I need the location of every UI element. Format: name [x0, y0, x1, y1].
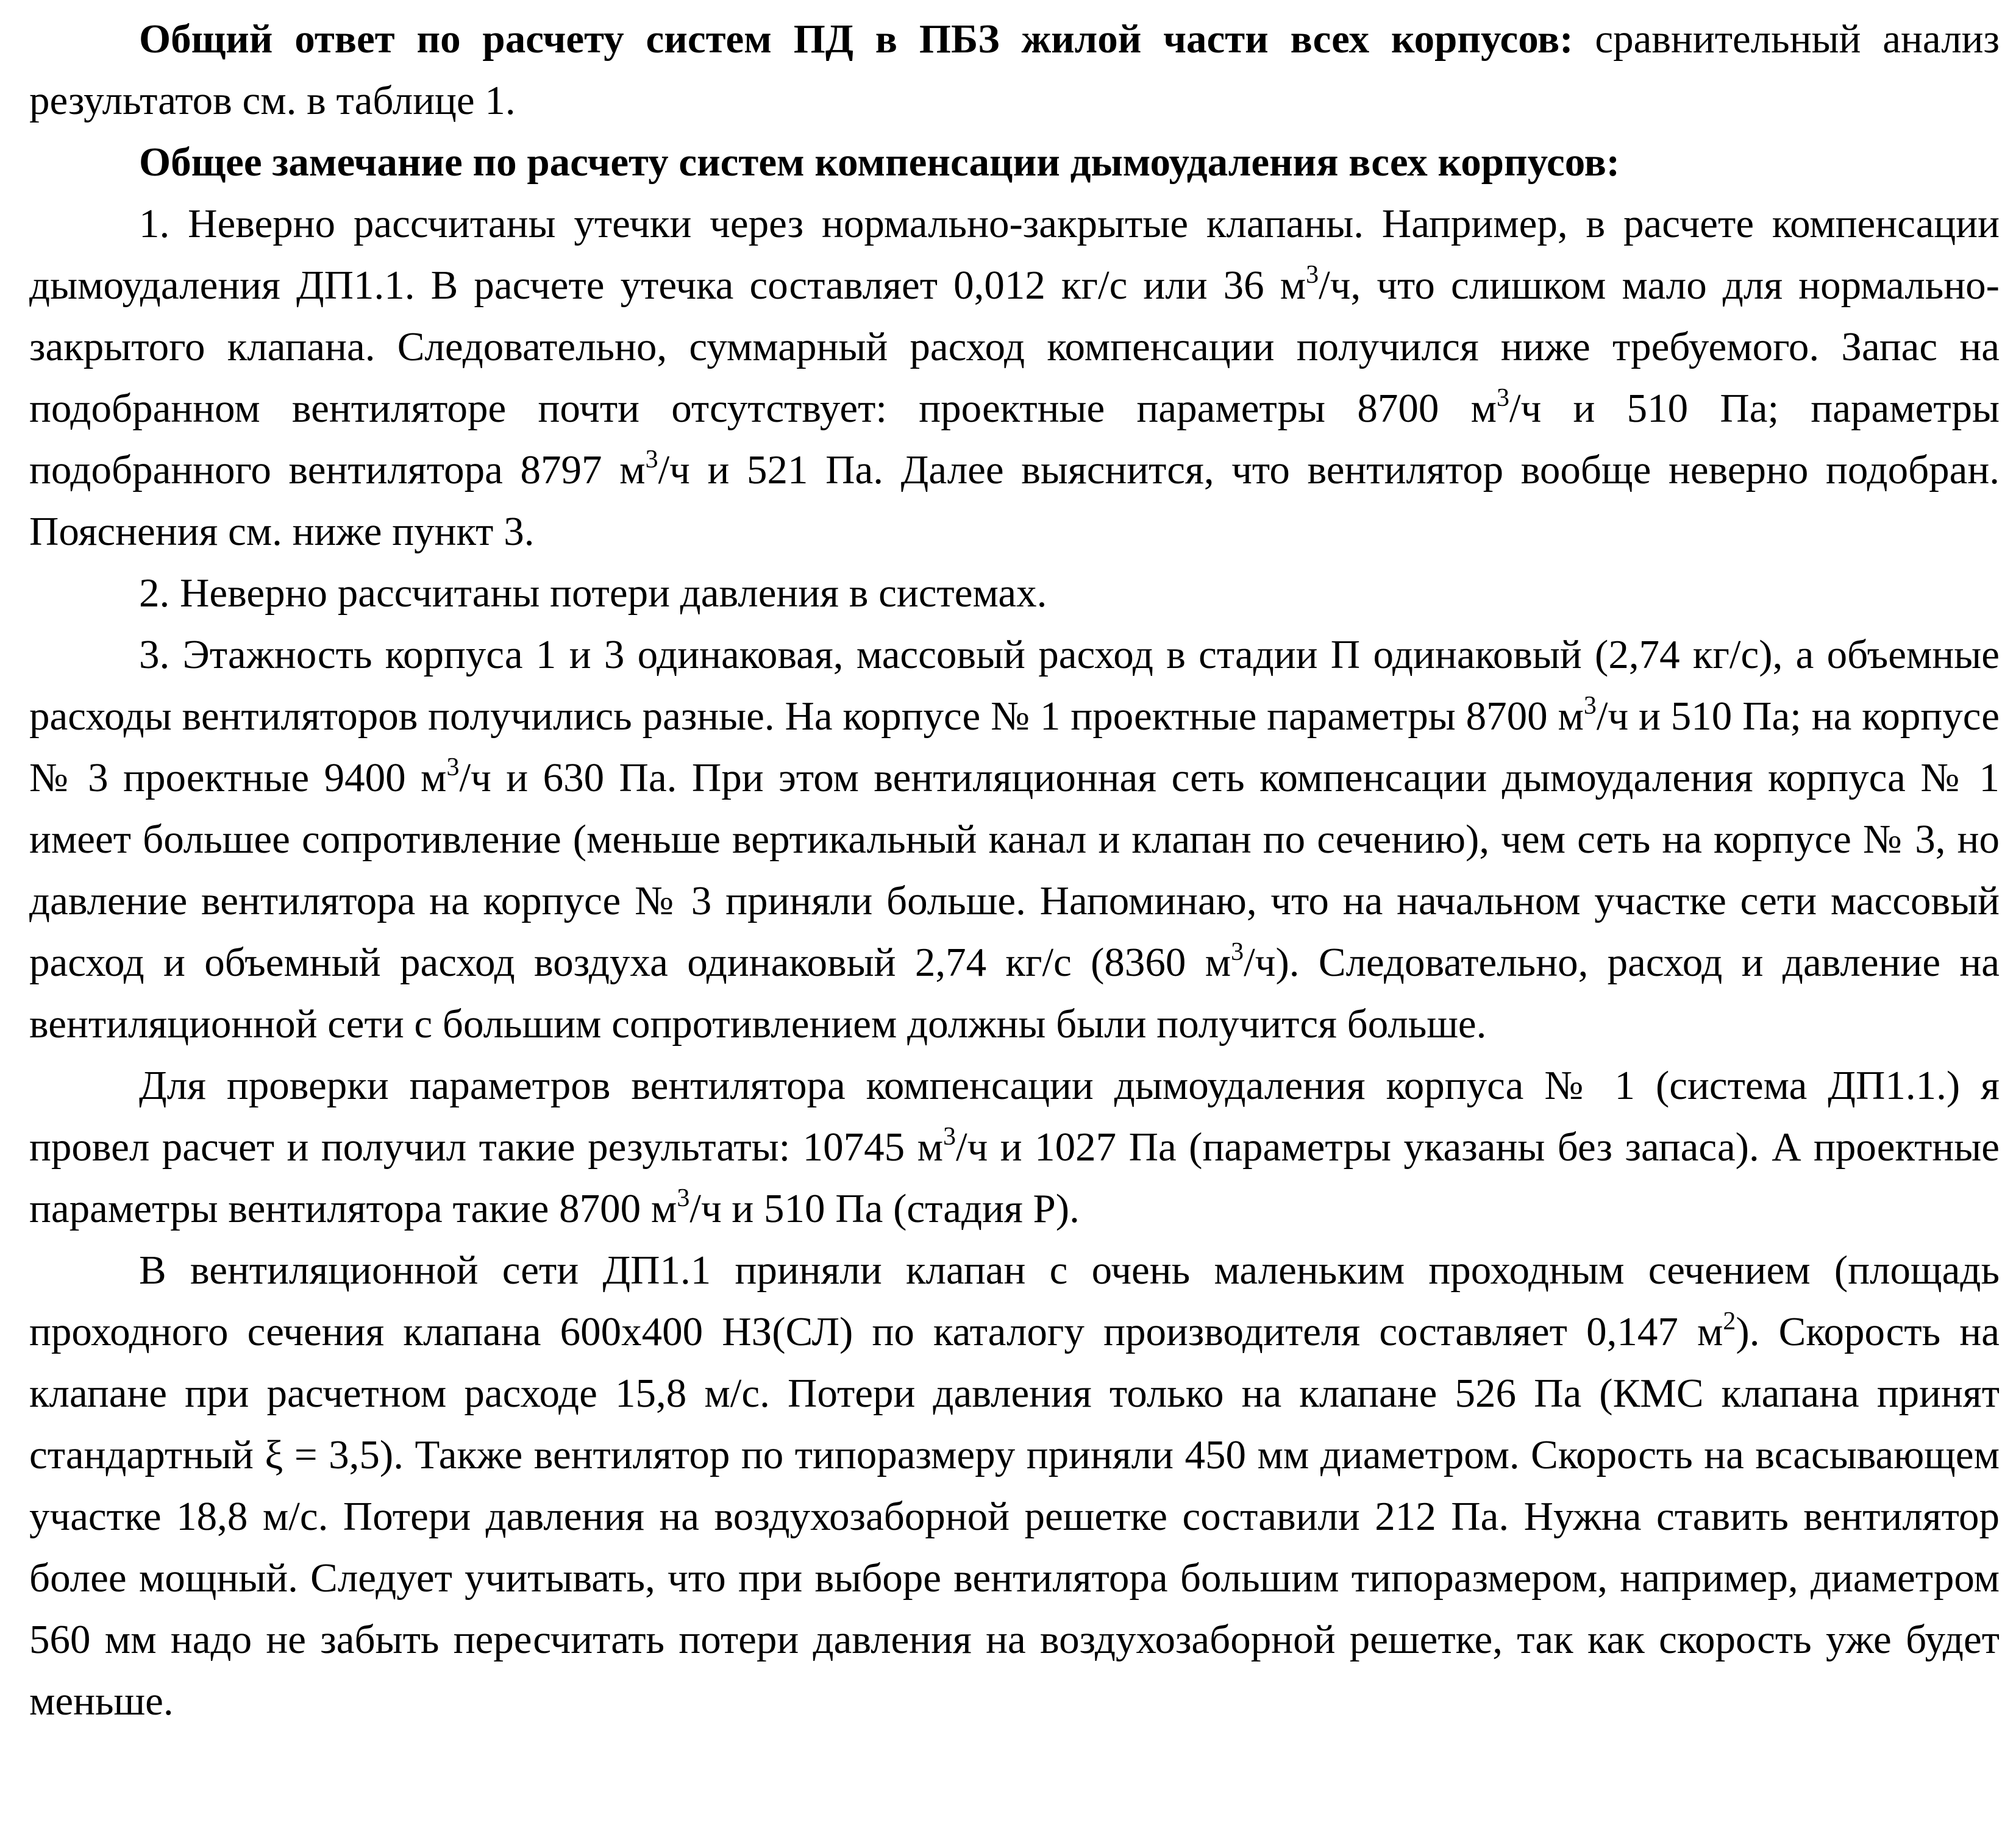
- heading-general-remark: Общее замечание по расчету систем компенсации дымоудаления всех корпусов:: [139, 140, 1620, 185]
- paragraph-item-2: [29, 563, 2000, 624]
- superscript: 3: [1306, 261, 1319, 289]
- verification-text: Для проверки параметров вентилятора компенсации дымоудаления корпуса № 1 (система ДП1.1.) я провел расчет и получил такие результаты: 10745 м: [29, 1063, 2000, 1170]
- superscript: 3: [1496, 384, 1509, 412]
- paragraph-verification: [29, 1055, 2000, 1240]
- paragraph-general-answer: [29, 9, 2000, 132]
- superscript: 3: [1583, 692, 1597, 720]
- paragraph-item-3: [29, 624, 2000, 1055]
- valve-analysis-text: ). Скорость на клапане при расчетном расходе 15,8 м/с. Потери давления только на клапане 526 Па (КМС клапана принят стандартный ξ = 3,5). Также вентилятор по типоразмеру приняли 450 мм диаметром. Скорость на всасывающем участке 18,8 м/с. Потери давления на воздухозаборной решетке составили 212 Па. Нужна ставить вентилятор более мощный. Следует учитывать, что при выборе вентилятора большим типоразмером, например, диаметром 560 мм надо не забыть пересчитать потери давления на воздухозаборной решетке, так как скорость уже будет меньше.: [29, 1309, 2000, 1724]
- item-3-text: /ч и 630 Па. При этом вентиляционная сеть компенсации дымоудаления корпуса № 1 имеет большее сопротивление (меньше вертикальный канал и клапан по сечению), чем сеть на корпусе № 3, но давление вентилятора на корпусе № 3 приняли больше. Напоминаю, что на начальном участке сети массовый расход и объемный расход воздуха одинаковый 2,74 кг/с (8360 м: [29, 755, 2000, 985]
- item-1-text: /ч и 521 Па. Далее выяснится, что вентилятор вообще неверно подобран. Пояснения см. ниже пункт 3.: [29, 447, 2000, 554]
- text-general-answer: сравнительный анализ результатов см. в таблице 1.: [29, 16, 2000, 123]
- verification-text: /ч и 1027 Па (параметры указаны без запаса). А проектные параметры вентилятора такие 8700 м: [29, 1125, 2000, 1231]
- superscript: 3: [943, 1123, 956, 1151]
- item-2-text: 2. Неверно рассчитаны потери давления в системах.: [139, 570, 1047, 616]
- superscript: 3: [1231, 938, 1244, 966]
- verification-text: /ч и 510 Па (стадия Р).: [689, 1186, 1080, 1231]
- item-1-text: /ч и 510 Па; параметры подобранного вентилятора 8797 м: [29, 386, 2000, 492]
- item-1-text: 1. Неверно рассчитаны утечки через нормально-закрытые клапаны. Например, в расчете компенсации дымоудаления ДП1.1. В расчете утечка составляет 0,012 кг/с или 36 м: [29, 201, 2000, 308]
- paragraph-item-1: [29, 193, 2000, 563]
- item-3-text: /ч). Следовательно, расход и давление на вентиляционной сети с большим сопротивлением должны были получится больше.: [29, 940, 2000, 1047]
- item-3-text: /ч и 510 Па; на корпусе № 3 проектные 9400 м: [29, 694, 2000, 800]
- paragraph-valve-analysis: [29, 1240, 2000, 1732]
- document-page: [29, 9, 2000, 1732]
- valve-analysis-text: В вентиляционной сети ДП1.1 приняли клапан с очень маленьким проходным сечением (площадь проходного сечения клапана 600х400 НЗ(СЛ) по каталогу производителя составляет 0,147 м: [29, 1248, 2000, 1354]
- superscript: 2: [1723, 1307, 1736, 1335]
- heading-general-answer: Общий ответ по расчету систем ПД в ПБЗ жилой части всех корпусов:: [139, 16, 1573, 62]
- superscript: 3: [645, 446, 658, 474]
- superscript: 3: [677, 1184, 690, 1212]
- superscript: 3: [446, 753, 460, 781]
- item-1-text: /ч, что слишком мало для нормально-закрытого клапана. Следовательно, суммарный расход компенсации получился ниже требуемого. Запас на подобранном вентиляторе почти отсутствует: проектные параметры 8700 м: [29, 263, 2000, 431]
- paragraph-general-remark-heading: [29, 132, 2000, 193]
- item-3-text: 3. Этажность корпуса 1 и 3 одинаковая, массовый расход в стадии П одинаковый (2,74 кг/с), а объемные расходы вентиляторов получились разные. На корпусе № 1 проектные параметры 8700 м: [29, 632, 2000, 739]
